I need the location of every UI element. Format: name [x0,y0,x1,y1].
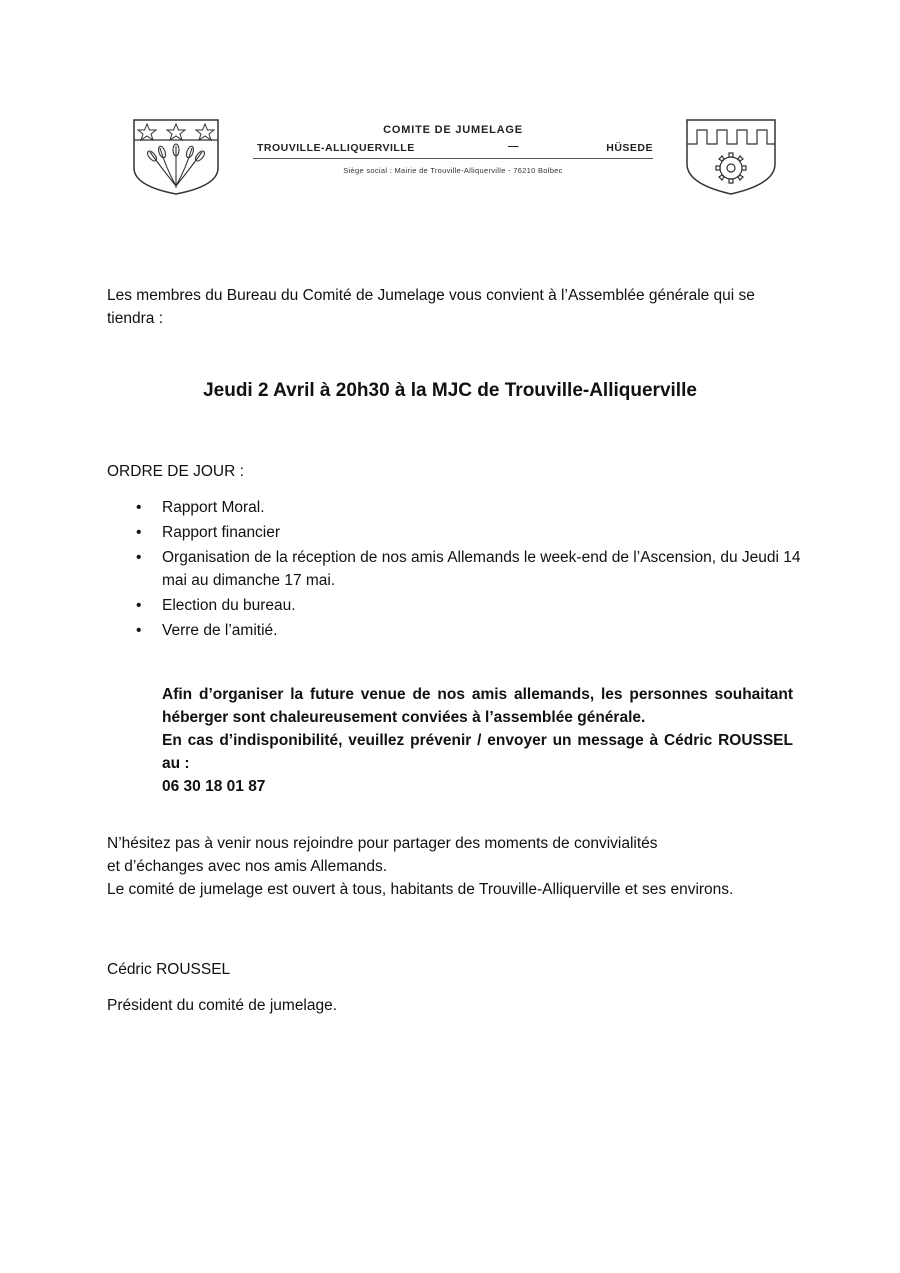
signatory-name: Cédric ROUSSEL [107,961,231,978]
intro-paragraph: Les membres du Bureau du Comité de Jumelage vous convient à l’Assemblée générale qui se tiendra : [107,287,755,327]
twin-towns [253,142,653,156]
list-item [107,496,807,519]
notice-hosting-text: Afin d’organiser la future venue de nos amis allemands, les personnes souhaitant héberger sont chaleureusement conviées à l’assemblée générale. [162,686,793,726]
husede-crest-icon [683,116,779,196]
list-item [107,546,807,592]
closing-line: N’hésitez pas à venir nous rejoindre pour partager des moments de convivialités [107,835,658,852]
closing-line: Le comité de jumelage est ouvert à tous, habitants de Trouville-Alliquerville et ses environs. [107,881,734,898]
list-item [107,619,807,642]
letterhead-text [253,112,653,192]
head-office-address: Siège social : Mairie de Trouville-Alliquerville - 76210 Bolbec [343,166,563,175]
list-item [107,594,807,617]
bullet-icon: • [136,597,142,614]
agenda-item-text: Verre de l’amitié. [162,622,278,639]
hosting-notice [162,683,793,798]
contact-phone: 06 30 18 01 87 [162,778,266,795]
event-date-heading: Jeudi 2 Avril à 20h30 à la MJC de Trouville-Alliquerville [203,380,697,401]
town-separator: — [508,140,519,152]
notice-contact-text: En cas d’indisponibilité, veuillez prévenir / envoyer un message à Cédric ROUSSEL au : [162,732,793,772]
closing-paragraph [107,832,827,901]
bullet-icon: • [136,499,142,516]
closing-line: et d’échanges avec nos amis Allemands. [107,858,388,875]
agenda-item-text: Election du bureau. [162,597,296,614]
town-left: TROUVILLE-ALLIQUERVILLE [257,142,415,154]
bullet-icon: • [136,524,142,541]
letterhead-rule [253,158,653,159]
list-item [107,521,807,544]
agenda-item-text: Rapport Moral. [162,499,265,516]
agenda-title: ORDRE DE JOUR : [107,463,244,480]
trouville-crest-icon [130,116,222,196]
agenda-item-text: Organisation de la réception de nos amis Allemands le week-end de l’Ascension, du Jeudi 14 mai au dimanche 17 mai. [162,549,801,589]
committee-title: COMITE DE JUMELAGE [383,124,523,136]
town-right: HÜSEDE [606,142,653,154]
agenda-item-text: Rapport financier [162,524,281,541]
letterhead [130,112,780,198]
agenda-list [107,496,807,644]
bullet-icon: • [136,549,142,566]
signatory-title: Président du comité de jumelage. [107,997,338,1014]
bullet-icon: • [136,622,142,639]
